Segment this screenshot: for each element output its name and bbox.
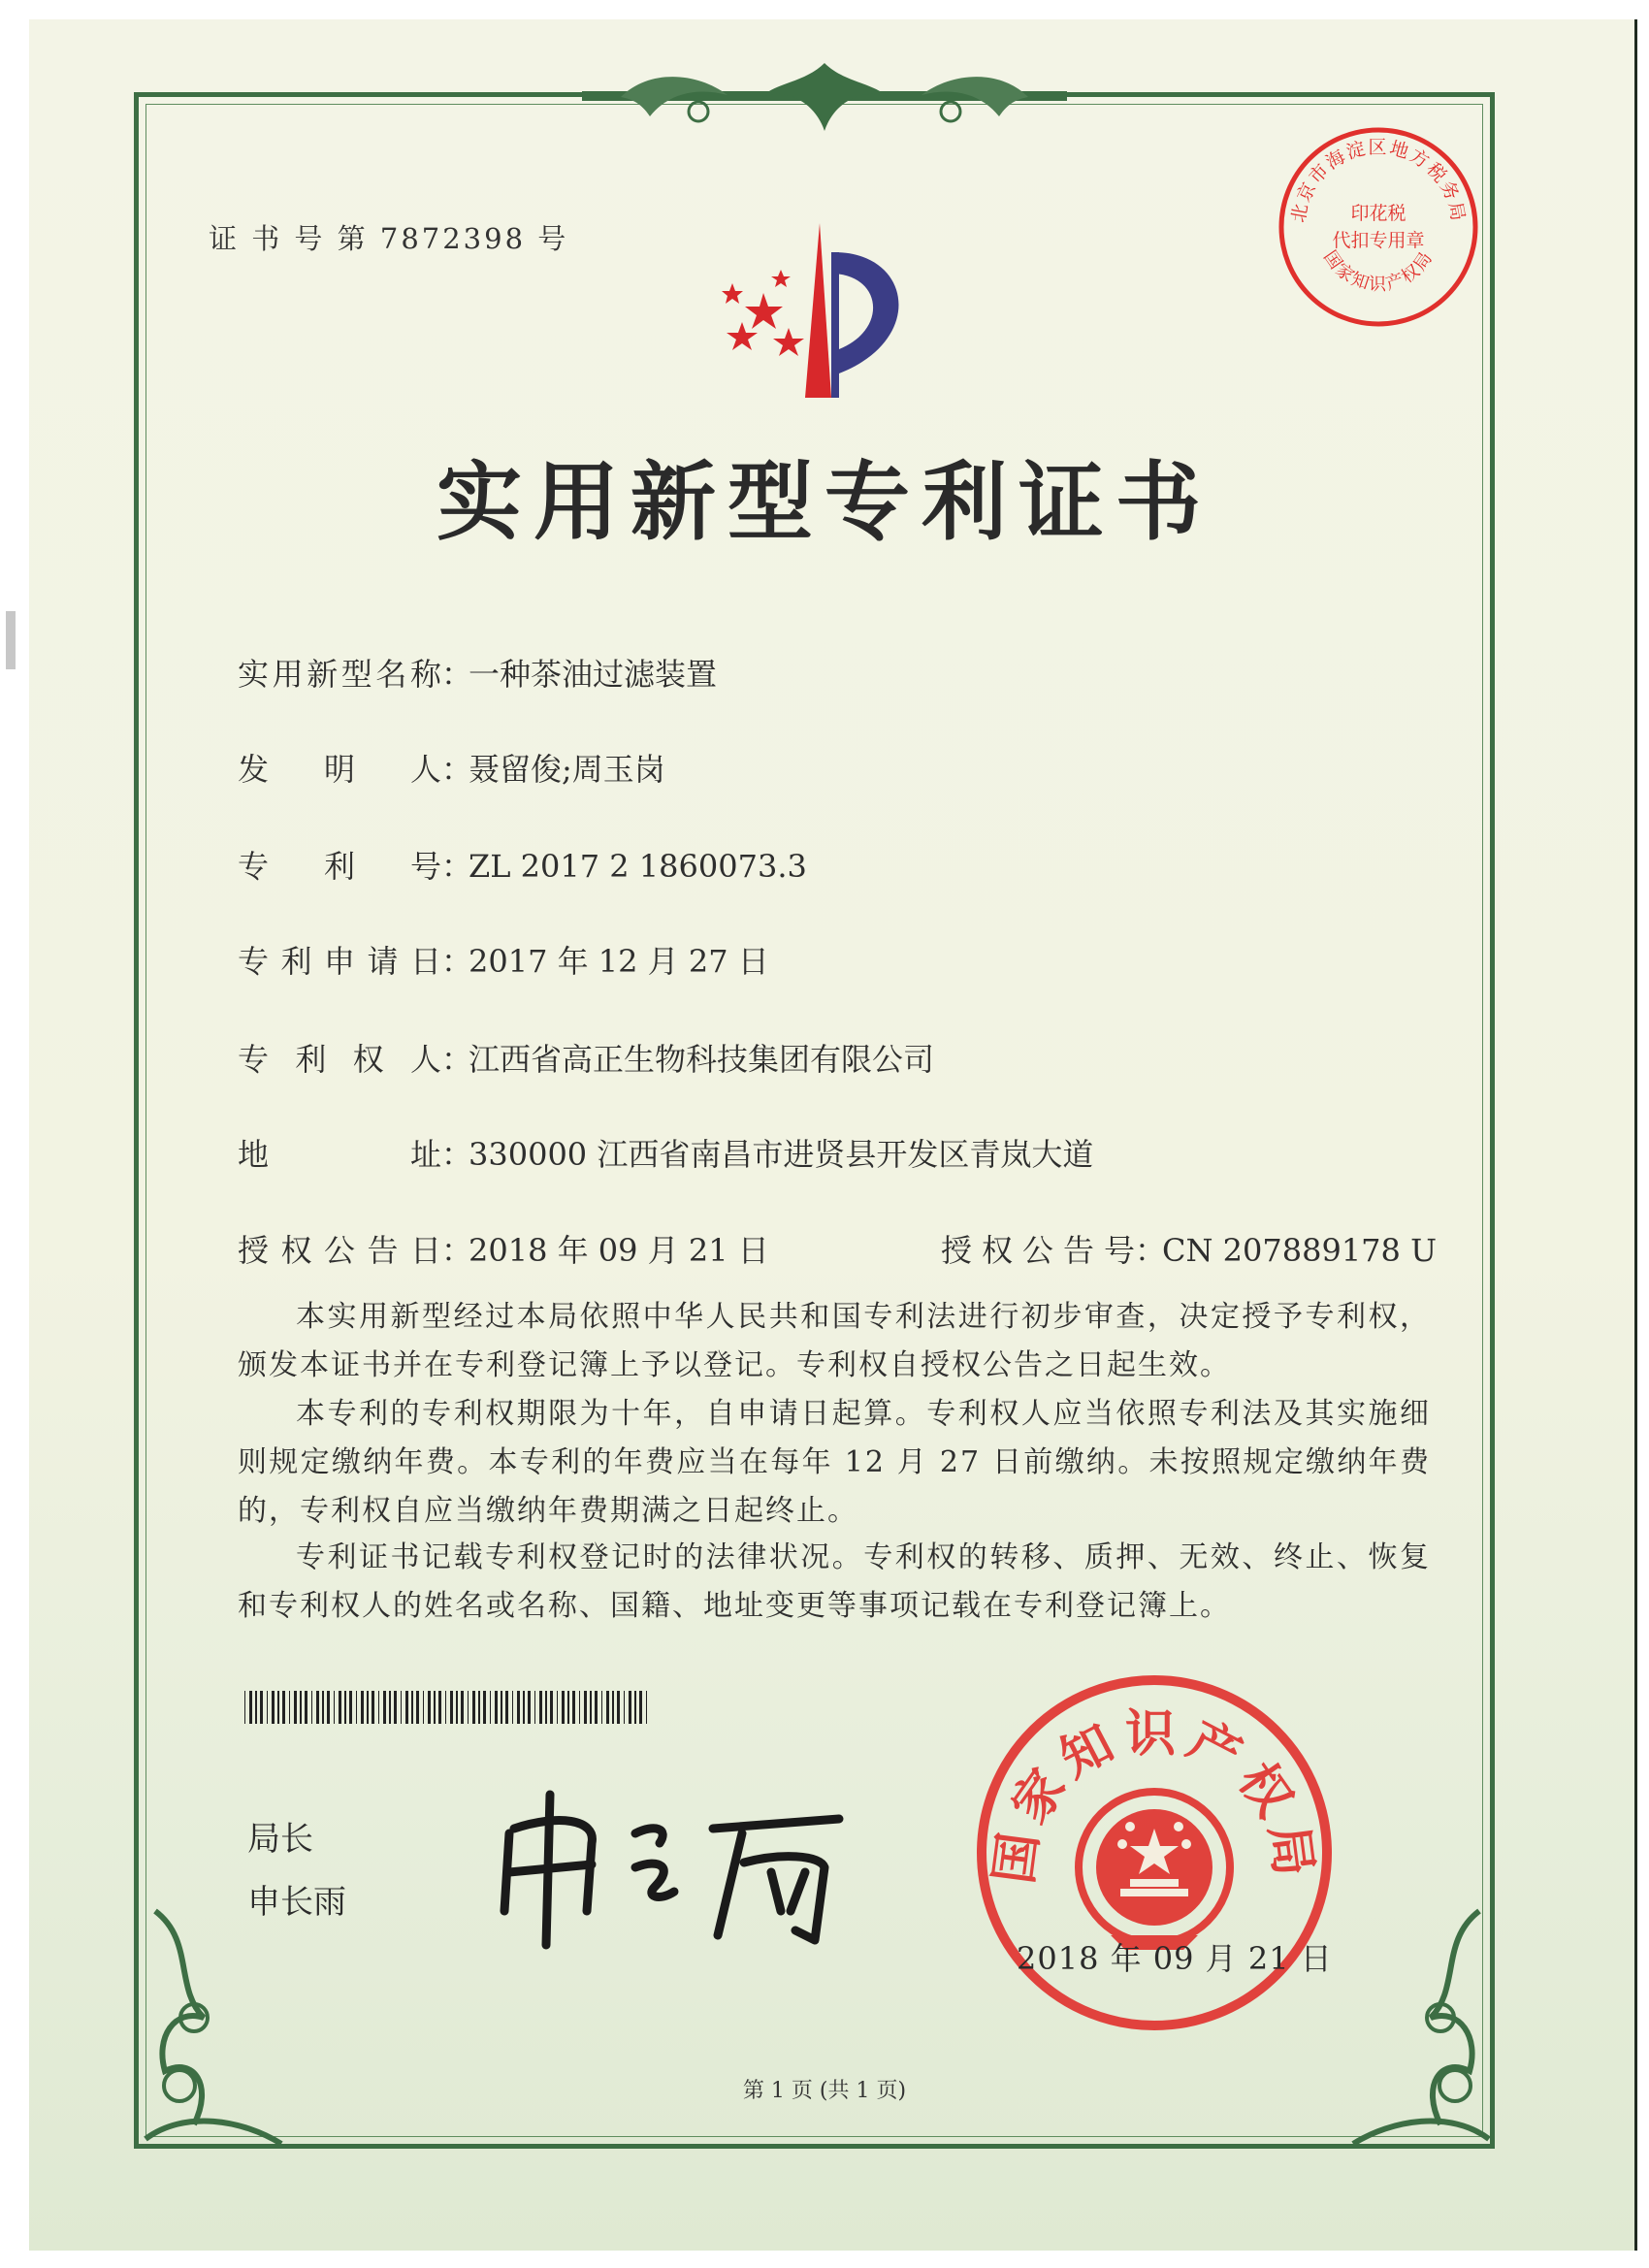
field-colon: ： — [441, 1041, 473, 1078]
barcode-bar — [434, 1691, 436, 1724]
tax-seal-outer-text: 北京市海淀区地方税务局 — [1287, 136, 1470, 225]
field-value: 330000 江西省南昌市进贤县开发区青岚大道 — [469, 1136, 1094, 1173]
barcode-bar — [389, 1691, 391, 1724]
barcode-bar — [416, 1691, 419, 1724]
barcode-bar — [534, 1691, 535, 1724]
paragraph-legal-status: 专利证书记载专利权登记时的法律状况。专利权的转移、质押、无效、终止、恢复和专利权人的姓名或名称、国籍、地址变更等事项记载在专利登记簿上。 — [238, 1540, 1431, 1623]
barcode-bar — [405, 1691, 408, 1724]
barcode-bar — [394, 1691, 397, 1724]
barcode-bar — [612, 1691, 614, 1724]
barcode-bar — [450, 1691, 453, 1724]
barcode-bar — [289, 1691, 290, 1724]
paragraph-term: 本专利的专利权期限为十年，自申请日起算。专利权人应当依照专利法及其实施细则规定缴纳年费。本专利的年费应当在每年 12 月 27 日前缴纳。未按照规定缴纳年费的，专利权自应当缴纳年费期满之日起终止。 — [238, 1397, 1431, 1528]
bottom-left-ornament — [136, 1901, 291, 2154]
director-name: 申长雨 — [247, 1883, 346, 1922]
barcode-bar — [624, 1691, 625, 1724]
barcode-bar — [478, 1691, 480, 1724]
field-label: 专利权人 — [238, 1041, 441, 1078]
field-address — [238, 1130, 1093, 1175]
field-publication-date — [238, 1226, 769, 1271]
barcode-bar — [646, 1691, 647, 1724]
patent-office-logo — [703, 213, 936, 407]
barcode-bar — [639, 1691, 642, 1724]
barcode-bar — [495, 1691, 498, 1724]
barcode-bar — [383, 1691, 386, 1724]
barcode-bar — [445, 1691, 446, 1724]
bottom-right-ornament — [1343, 1901, 1499, 2154]
barcode-bar — [472, 1691, 475, 1724]
field-value: 聂留俊;周玉岗 — [469, 751, 665, 788]
barcode-bar — [617, 1691, 620, 1724]
page-indicator: 第 1 页 (共 1 页) — [742, 2079, 907, 2103]
barcode-bar — [490, 1691, 491, 1724]
seal-date: 2018 年 09 月 21 日 — [1017, 1940, 1333, 1977]
field-value: CN 207889178 U — [1162, 1232, 1438, 1269]
barcode-bar — [423, 1691, 424, 1724]
barcode-bar — [311, 1691, 312, 1724]
barcode-bar — [512, 1691, 513, 1724]
field-label: 专利申请日 — [238, 943, 441, 980]
director-signature — [490, 1775, 858, 1950]
field-colon: ： — [441, 656, 473, 693]
barcode-bar — [468, 1691, 469, 1724]
director-title: 局长 — [247, 1820, 313, 1859]
barcode-bar — [322, 1691, 324, 1724]
barcode-bar — [327, 1691, 330, 1724]
barcode-bar — [349, 1691, 352, 1724]
barcode-bar — [562, 1691, 565, 1724]
barcode-bar — [255, 1691, 257, 1724]
tax-seal-bottom-text: 国家知识产权局 — [1319, 246, 1438, 295]
barcode-bar — [401, 1691, 402, 1724]
barcode-bar — [334, 1691, 335, 1724]
barcode-bar — [294, 1691, 297, 1724]
tax-seal-center-line2: 代扣专用章 — [1332, 230, 1425, 251]
barcode-bar — [523, 1691, 525, 1724]
barcode-bar — [316, 1691, 319, 1724]
barcode-bar — [438, 1691, 441, 1724]
barcode-bar — [456, 1691, 458, 1724]
barcode-bar — [282, 1691, 285, 1724]
certificate-number: 证 书 号 第 7872398 号 — [209, 222, 569, 255]
barcode-bar — [356, 1691, 357, 1724]
barcode-bar — [601, 1691, 602, 1724]
field-colon: ： — [441, 751, 473, 788]
barcode-bar — [300, 1691, 302, 1724]
barcode-bar — [277, 1691, 279, 1724]
barcode-bar — [606, 1691, 609, 1724]
field-label: 地址 — [238, 1136, 441, 1173]
tax-bureau-seal — [1276, 124, 1481, 330]
barcode-bar — [305, 1691, 307, 1724]
barcode-bar — [550, 1691, 553, 1724]
barcode-bar — [483, 1691, 486, 1724]
barcode-bar — [344, 1691, 346, 1724]
barcode — [244, 1691, 652, 1724]
barcode-bar — [557, 1691, 558, 1724]
field-value: 2018 年 09 月 21 日 — [469, 1232, 769, 1269]
barcode-bar — [501, 1691, 502, 1724]
barcode-bar — [372, 1691, 374, 1724]
field-colon: ： — [441, 1232, 473, 1269]
barcode-bar — [361, 1691, 364, 1724]
tax-seal-center-line1: 印花税 — [1350, 203, 1406, 224]
field-label: 授权公告日 — [238, 1232, 441, 1269]
barcode-bar — [249, 1691, 252, 1724]
barcode-bar — [634, 1691, 636, 1724]
barcode-bar — [539, 1691, 542, 1724]
barcode-bar — [411, 1691, 413, 1724]
field-colon: ： — [441, 943, 473, 980]
barcode-bar — [590, 1691, 592, 1724]
field-utility-model-name — [238, 650, 717, 695]
barcode-bar — [367, 1691, 369, 1724]
field-value: 一种茶油过滤装置 — [469, 656, 718, 693]
field-value: 2017 年 12 月 27 日 — [469, 943, 769, 980]
field-label: 专利号 — [238, 848, 441, 885]
svg-text:国家知识产权局 — [1319, 247, 1438, 295]
barcode-bar — [267, 1691, 268, 1724]
scan-mark — [6, 611, 16, 669]
barcode-bar — [244, 1691, 245, 1724]
seal-main-text: 国家知识产权局 — [984, 1704, 1325, 1888]
barcode-bar — [339, 1691, 341, 1724]
field-label: 授权公告号 — [941, 1232, 1135, 1269]
field-label: 发明人 — [238, 751, 441, 788]
field-inventor — [238, 745, 665, 790]
barcode-bar — [461, 1691, 464, 1724]
field-value: ZL 2017 2 1860073.3 — [469, 848, 807, 885]
barcode-bar — [505, 1691, 508, 1724]
scan-edge — [0, 0, 29, 2268]
paragraph-examination: 本实用新型经过本局依照中华人民共和国专利法进行初步审查，决定授予专利权，颁发本证书并在专利登记簿上予以登记。专利权自授权公告之日起生效。 — [238, 1300, 1431, 1382]
field-value: 江西省高正生物科技集团有限公司 — [469, 1041, 935, 1078]
top-ornament — [582, 58, 1067, 146]
barcode-bar — [629, 1691, 631, 1724]
barcode-bar — [584, 1691, 587, 1724]
barcode-bar — [572, 1691, 575, 1724]
field-colon: ： — [441, 1136, 473, 1173]
barcode-bar — [595, 1691, 598, 1724]
barcode-bar — [517, 1691, 520, 1724]
field-label: 实用新型名称 — [238, 656, 441, 693]
field-publication-number — [941, 1226, 1437, 1271]
field-colon: ： — [1135, 1232, 1167, 1269]
field-colon: ： — [441, 848, 473, 885]
barcode-bar — [567, 1691, 569, 1724]
barcode-bar — [378, 1691, 379, 1724]
barcode-bar — [528, 1691, 531, 1724]
certificate-title: 实用新型专利证书 — [436, 451, 1212, 552]
national-emblem-icon — [1079, 1792, 1230, 1950]
barcode-bar — [272, 1691, 275, 1724]
field-application-date — [238, 937, 769, 982]
barcode-bar — [428, 1691, 431, 1724]
barcode-bar — [579, 1691, 580, 1724]
barcode-bar — [260, 1691, 263, 1724]
barcode-bar — [545, 1691, 547, 1724]
field-patent-number — [238, 842, 807, 887]
field-patentee — [238, 1035, 934, 1080]
